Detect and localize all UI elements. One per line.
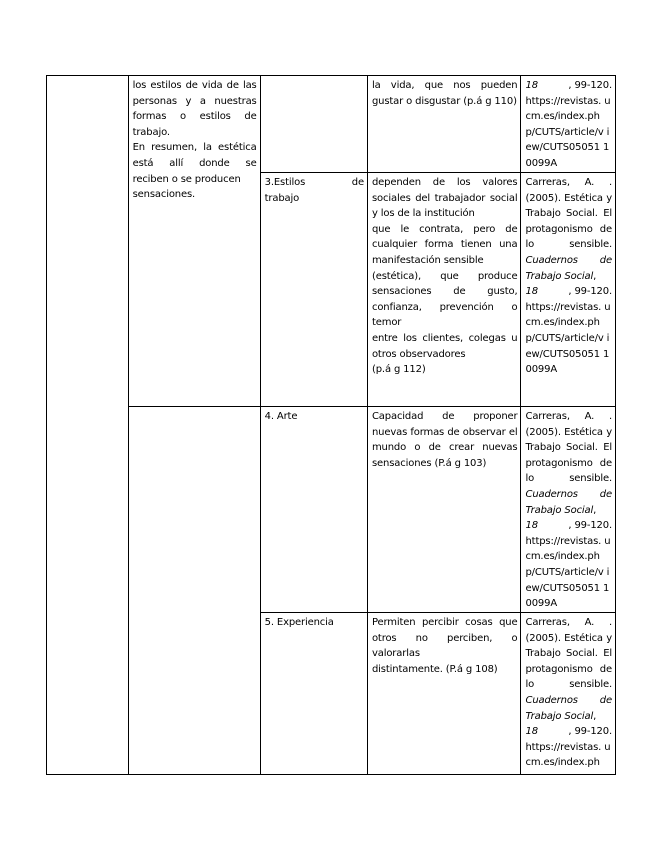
reference-pages: , 99-120. (568, 286, 612, 298)
reference-pages: , 99-120. (568, 726, 612, 738)
description-column-empty-cell (128, 407, 260, 775)
concept-text: 5. Experiencia (264, 617, 334, 628)
reference-cell (521, 613, 616, 775)
reference-pages: , 99-120. (568, 80, 612, 91)
reference-url: https://revistas. ucm.es/index.ph p/CUTS/article/v iew/CUTS05051 10099A (525, 301, 611, 376)
definition-paragraph: (p.á g 112) (371, 364, 426, 376)
concept-title-part: trabajo (264, 192, 300, 204)
reference-authors: Carreras, A. . (2005). Estética y Trabajo Social. El protagonismo de lo sensible. (525, 411, 612, 485)
reference-volume-line (525, 518, 612, 534)
concept-title-line (265, 175, 364, 191)
concept-text: 4. Arte (264, 411, 298, 422)
reference-url: https://revistas. ucm.es/index.ph (525, 741, 611, 769)
definition-paragraph: dependen de los valores sociales del trabajador social y los de la institución (371, 177, 518, 220)
description-column-cell (128, 76, 260, 407)
definition-text: Capacidad de proponer nuevas formas de observar el mundo o de crear nuevas sensaciones (P.á g 103) (371, 411, 518, 469)
empty-first-column-cell (47, 76, 129, 775)
reference-authors: Carreras, A. . (2005). Estética y Trabajo Social. El protagonismo de lo sensible. (525, 617, 612, 691)
reference-journal: Cuadernos de Trabajo Social (525, 694, 612, 722)
definition-paragraph: distintamente. (P.á g 108) (371, 663, 498, 675)
definition-cell (367, 76, 521, 173)
reference-journal: Cuadernos de Trabajo Social (525, 254, 612, 282)
reference-cell (521, 173, 616, 407)
concept-cell (260, 613, 367, 775)
description-paragraph-3: sensaciones. (132, 189, 196, 201)
definition-cell (367, 613, 521, 775)
reference-pages: , 99-120. (568, 520, 612, 532)
reference-volume-line (525, 724, 612, 740)
reference-volume-line (525, 284, 612, 300)
reference-cell (521, 76, 616, 173)
content-table (46, 75, 616, 775)
reference-separator: , (593, 710, 597, 722)
description-paragraph-1: los estilos de vida de las personas y a nuestras formas o estilos de trabajo. (132, 80, 257, 138)
reference-separator: , (593, 504, 597, 516)
reference-volume: 18 (525, 80, 538, 91)
concept-cell (260, 76, 367, 173)
concept-cell (260, 173, 367, 407)
reference-volume: 18 (525, 520, 538, 532)
concept-title-part: de (351, 177, 364, 188)
table-row (47, 407, 616, 613)
reference-authors: Carreras, A. . (2005). Estética y Trabajo Social. El protagonismo de lo sensible. (525, 177, 612, 251)
definition-paragraph: Permiten percibir cosas que otros no perciben, o valorarlas (371, 617, 518, 660)
definition-text: la vida, que nos pueden gustar o disgustar (p.á g 110) (371, 80, 518, 107)
definition-paragraph: (estética), que produce sensaciones de gusto, confianza, prevención o temor (371, 270, 518, 329)
reference-journal: Cuadernos de Trabajo Social (525, 488, 612, 516)
reference-volume: 18 (525, 286, 538, 298)
description-paragraph-2: En resumen, la estética está allí donde se reciben o se producen (132, 142, 257, 185)
definition-paragraph: que le contrata, pero de cualquier forma tienen una manifestación sensible (371, 223, 518, 266)
definition-paragraph: entre los clientes, colegas u otros observadores (371, 332, 518, 360)
concept-cell (260, 407, 367, 613)
table-row (47, 76, 616, 173)
reference-volume-line (525, 78, 612, 94)
definition-cell (367, 173, 521, 407)
reference-url: https://revistas. ucm.es/index.ph p/CUTS/article/v iew/CUTS05051 10099A (525, 95, 611, 169)
reference-volume: 18 (525, 726, 538, 738)
reference-cell (521, 407, 616, 613)
reference-separator: , (593, 270, 597, 282)
definition-cell (367, 407, 521, 613)
reference-url: https://revistas. ucm.es/index.ph p/CUTS/article/v iew/CUTS05051 10099A (525, 535, 611, 610)
concept-title-part: 3.Estilos (264, 177, 306, 188)
